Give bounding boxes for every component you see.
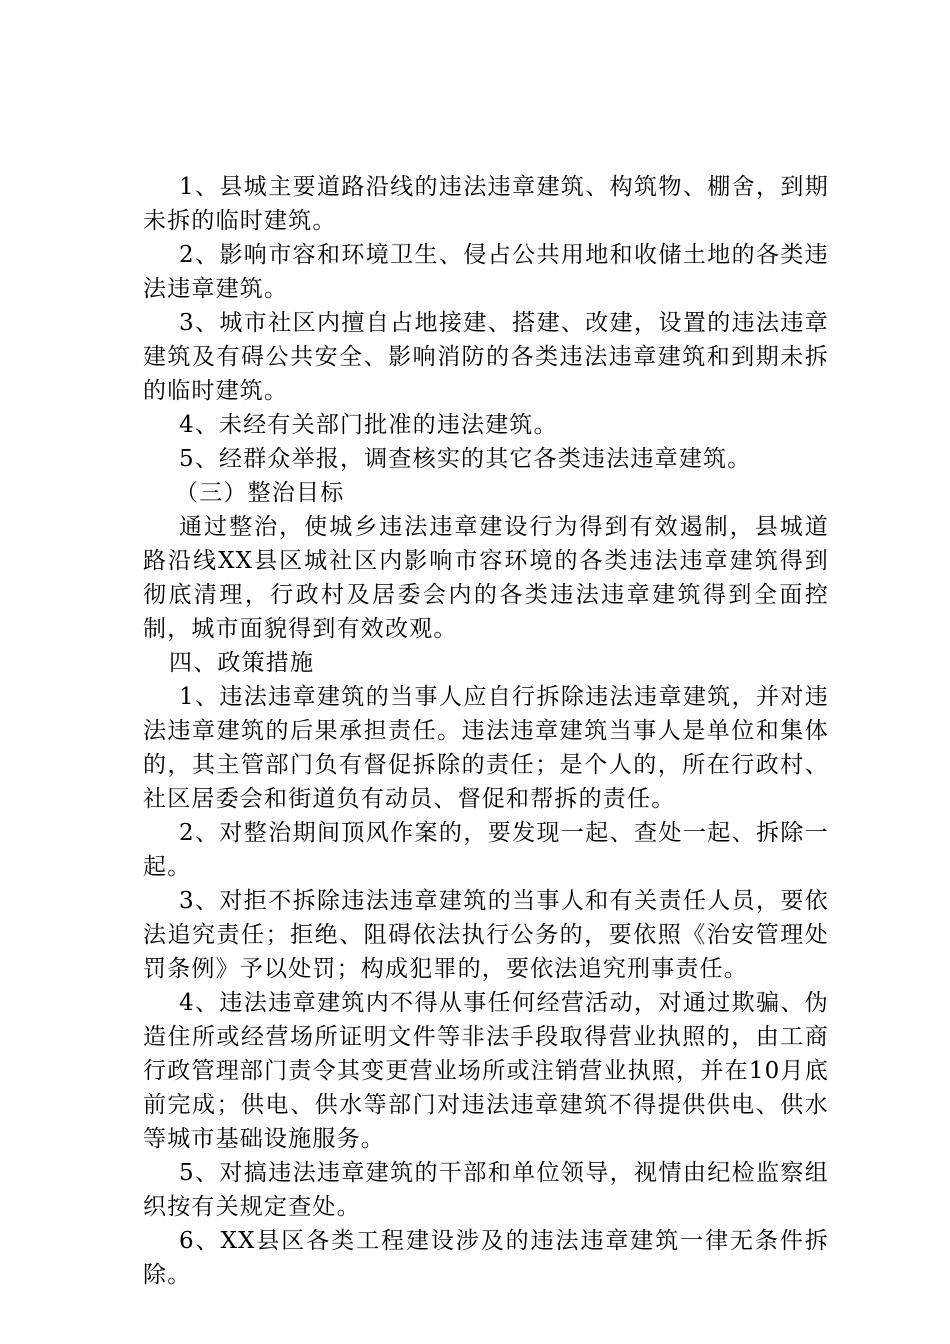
goal-heading: （三）整治目标	[175, 480, 345, 506]
policy-item-3: 3、对拒不拆除违法违章建筑的当事人和有关责任人员，要依法追究责任；拒绝、阻碍依法执行公务的，要依照《治安管理处罚条例》予以处罚；构成犯罪的，要依法追究刑事责任。	[143, 888, 829, 982]
goal-paragraph: 通过整治，使城乡违法违章建设行为得到有效遏制，县城道路沿线XX县区城社区内影响市容环境的各类违法违章建筑得到彻底清理，行政村及居委会内的各类违法违章建筑得到全面控制，城市面貌得到有效改观。	[143, 514, 829, 642]
policy-item-6: 6、XX县区各类工程建设涉及的违法违章建筑一律无条件拆除。	[143, 1228, 829, 1288]
policy-item-2: 2、对整治期间顶风作案的，要发现一起、查处一起、拆除一起。	[143, 820, 829, 880]
scope-item-5: 5、经群众举报，调查核实的其它各类违法违章建筑。	[179, 446, 752, 472]
scope-item-3: 3、城市社区内擅自占地接建、搭建、改建，设置的违法违章建筑及有碍公共安全、影响消防的各类违法违章建筑和到期未拆的临时建筑。	[143, 310, 829, 404]
policy-item-4: 4、违法违章建筑内不得从事任何经营活动，对通过欺骗、伪造住所或经营场所证明文件等非法手段取得营业执照的，由工商行政管理部门责令其变更营业场所或注销营业执照，并在10月底前完成；供电、供水等部门对违法违章建筑不得提供供电、供水等城市基础设施服务。	[143, 990, 829, 1152]
scope-item-4: 4、未经有关部门批准的违法建筑。	[179, 412, 558, 438]
document-body	[143, 170, 829, 1292]
policy-item-1: 1、违法违章建筑的当事人应自行拆除违法违章建筑，并对违法违章建筑的后果承担责任。违法违章建筑当事人是单位和集体的，其主管部门负有督促拆除的责任；是个人的，所在行政村、社区居委会和街道负有动员、督促和帮拆的责任。	[143, 684, 829, 812]
policy-heading: 四、政策措施	[169, 650, 315, 676]
scope-item-2: 2、影响市容和环境卫生、侵占公共用地和收储土地的各类违法违章建筑。	[143, 242, 829, 302]
policy-item-5: 5、对搞违法违章建筑的干部和单位领导，视情由纪检监察组织按有关规定查处。	[143, 1160, 829, 1220]
scope-item-1: 1、县城主要道路沿线的违法违章建筑、构筑物、棚舍，到期未拆的临时建筑。	[143, 174, 829, 234]
